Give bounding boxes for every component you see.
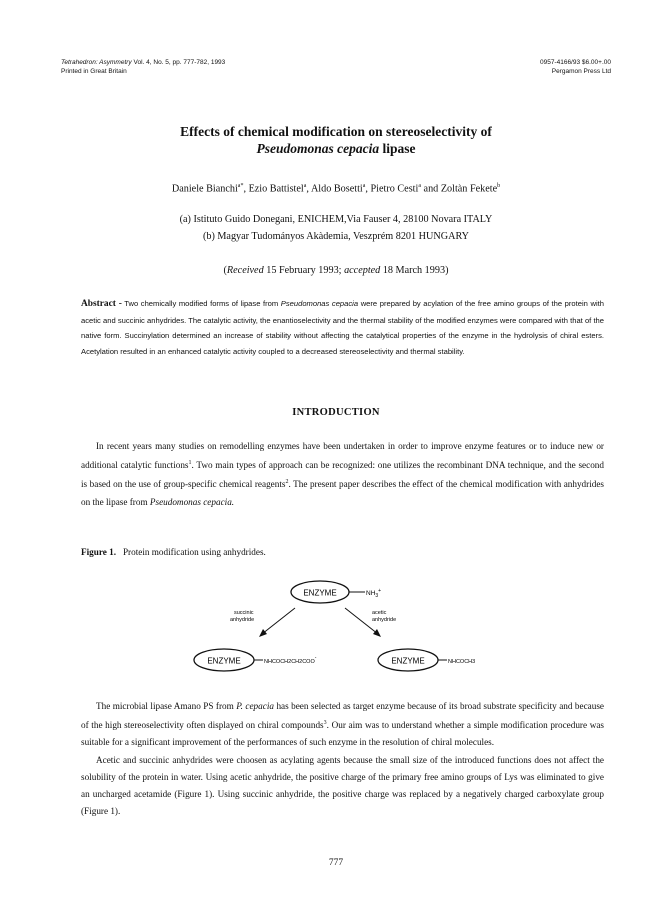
- acetamide-group-label: NHCOCH3: [448, 659, 476, 665]
- intro-paragraph-1: In recent years many studies on remodelling enzymes have been undertaken in order to improve enzyme features or to induce new or additional catalytic functions$^1$. Two main types of approach can be recognized: one utilizes the recombinant DNA technique, and the second is based on the use of group-specific chemical reagents$^2$. The present paper describes the effect of the chemical modification with anhydrides on the lipase from Pseudomonas cepacia.: [81, 441, 605, 507]
- amino-group-label: $NH_3^+$: [366, 588, 382, 599]
- affiliation-b: (b) Magyar Tudományos Akàdemia, Veszprém 8201 HUNGARY: [202, 231, 470, 242]
- acetic-anhydride-label: anhydride: [372, 617, 397, 623]
- abstract: Abstract - Two chemically modified forms of lipase from Pseudomonas cepacia were prepared by acylation of the free amino groups of the protein with acetic and succinic anhydrides. The catalytic activity, the enantioselectivity and the thermal stability of the modified enzymes were compared with that of the native form. Succinylation determined an increase of stability without affecting the catalytical properties of the enzyme in the hydrolysis of chiral esters. Acetylation resulted in an enhanced catalytic activity coupled to a decreased stereoselectivity and thermal stability.: [81, 299, 604, 356]
- figure-caption: Figure 1. Protein modification using anhydrides.: [81, 547, 266, 557]
- received-dates: (Received 15 February 1993; accepted 18 March 1993): [223, 265, 449, 276]
- enzyme-node-succinylated: [194, 649, 317, 671]
- paper-title-line2: [0, 140, 672, 157]
- enzyme-node-top: [291, 581, 381, 603]
- price-code: 0957-4166/93 $6.00+.00: [539, 59, 611, 66]
- received-date: 15 February 1993: [266, 265, 339, 276]
- author-1: Daniele Bianchi: [171, 183, 238, 195]
- intro-paragraph-2: The microbial lipase Amano PS from P. cepacia has been selected as target enzyme because of its broad substrate specificity and because of the high stereoselectivity often displayed on chiral compounds$^3$. Our aim was to understand whether a simple modification procedure was suitable for a significant improvement of the performances of such enzyme in the resolution of chiral molecules. Acetic and succinic anhydrides were choosen as acylating agents because the small size of the introduced functions does not affect the solubility of the protein in water. Using acetic anhydride, the positive charge of the primary free amino groups of Lys was eliminated to give an uncharged acetamide (Figure 1). Using succinic anhydride, the positive charge was replaced by a negatively charged carboxylate group (Figure 1).: [81, 698, 604, 820]
- enzyme-node-acetylated: [378, 649, 475, 671]
- carboxylate-group-label: NHCOCH2CH2COO-: [264, 655, 317, 665]
- publisher: Pergamon Press Ltd: [551, 68, 611, 75]
- abstract-label: Abstract -: [81, 299, 122, 309]
- svg-text:ENZYME: ENZYME: [207, 656, 241, 666]
- svg-text:ENZYME: ENZYME: [303, 588, 337, 598]
- page-number: 777: [328, 858, 344, 868]
- volume-info: Vol. 4, No. 5, pp. 777-782, 1993: [133, 59, 226, 66]
- section-heading-introduction: INTRODUCTION: [292, 407, 380, 418]
- title-species: Pseudomonas cepacia: [256, 141, 380, 156]
- title-lipase: lipase: [382, 141, 416, 156]
- author-4: Pietro Cesti: [370, 183, 419, 195]
- succinic-label: succinic: [234, 610, 254, 616]
- journal-name: Tetrahedron: Asymmetry: [61, 59, 132, 66]
- printed-in: Printed in Great Britain: [61, 68, 127, 75]
- author-3: Aldo Bosetti: [310, 183, 363, 195]
- succinic-anhydride-label: anhydride: [230, 617, 255, 623]
- svg-text:ENZYME: ENZYME: [391, 656, 425, 666]
- author-5: Zoltàn Fekete: [440, 183, 498, 195]
- paper-title-line1: Effects of chemical modification on stereoselectivity of: [180, 124, 492, 139]
- affiliation-a: (a) Istituto Guido Donegani, ENICHEM,Via Fauser 4, 28100 Novara ITALY: [179, 214, 493, 225]
- author-list: Daniele Bianchi$^{a*}$, Ezio Battistel$^a$, Aldo Bosetti$^a$, Pietro Cesti$^a$ and Zoltàn Fekete$^b$: [171, 183, 501, 195]
- protein-modification-diagram: [150, 572, 550, 682]
- intro-paragraph-3: Acetic and succinic anhydrides were choosen as acylating agents because the small size of the introduced functions does not affect the solubility of the protein in water. Using acetic anhydride, the positive charge of the primary free amino groups of Lys was eliminated to give an uncharged acetamide (Figure 1). Using succinic anhydride, the positive charge was replaced by a negatively charged carboxylate group (Figure 1).: [81, 754, 604, 817]
- arrow-succinic: [259, 608, 295, 637]
- acetic-label: acetic: [372, 610, 387, 616]
- figure-label: Figure 1.: [81, 547, 117, 557]
- accepted-date: 18 March 1993: [382, 265, 446, 276]
- author-2: Ezio Battistel: [248, 183, 304, 195]
